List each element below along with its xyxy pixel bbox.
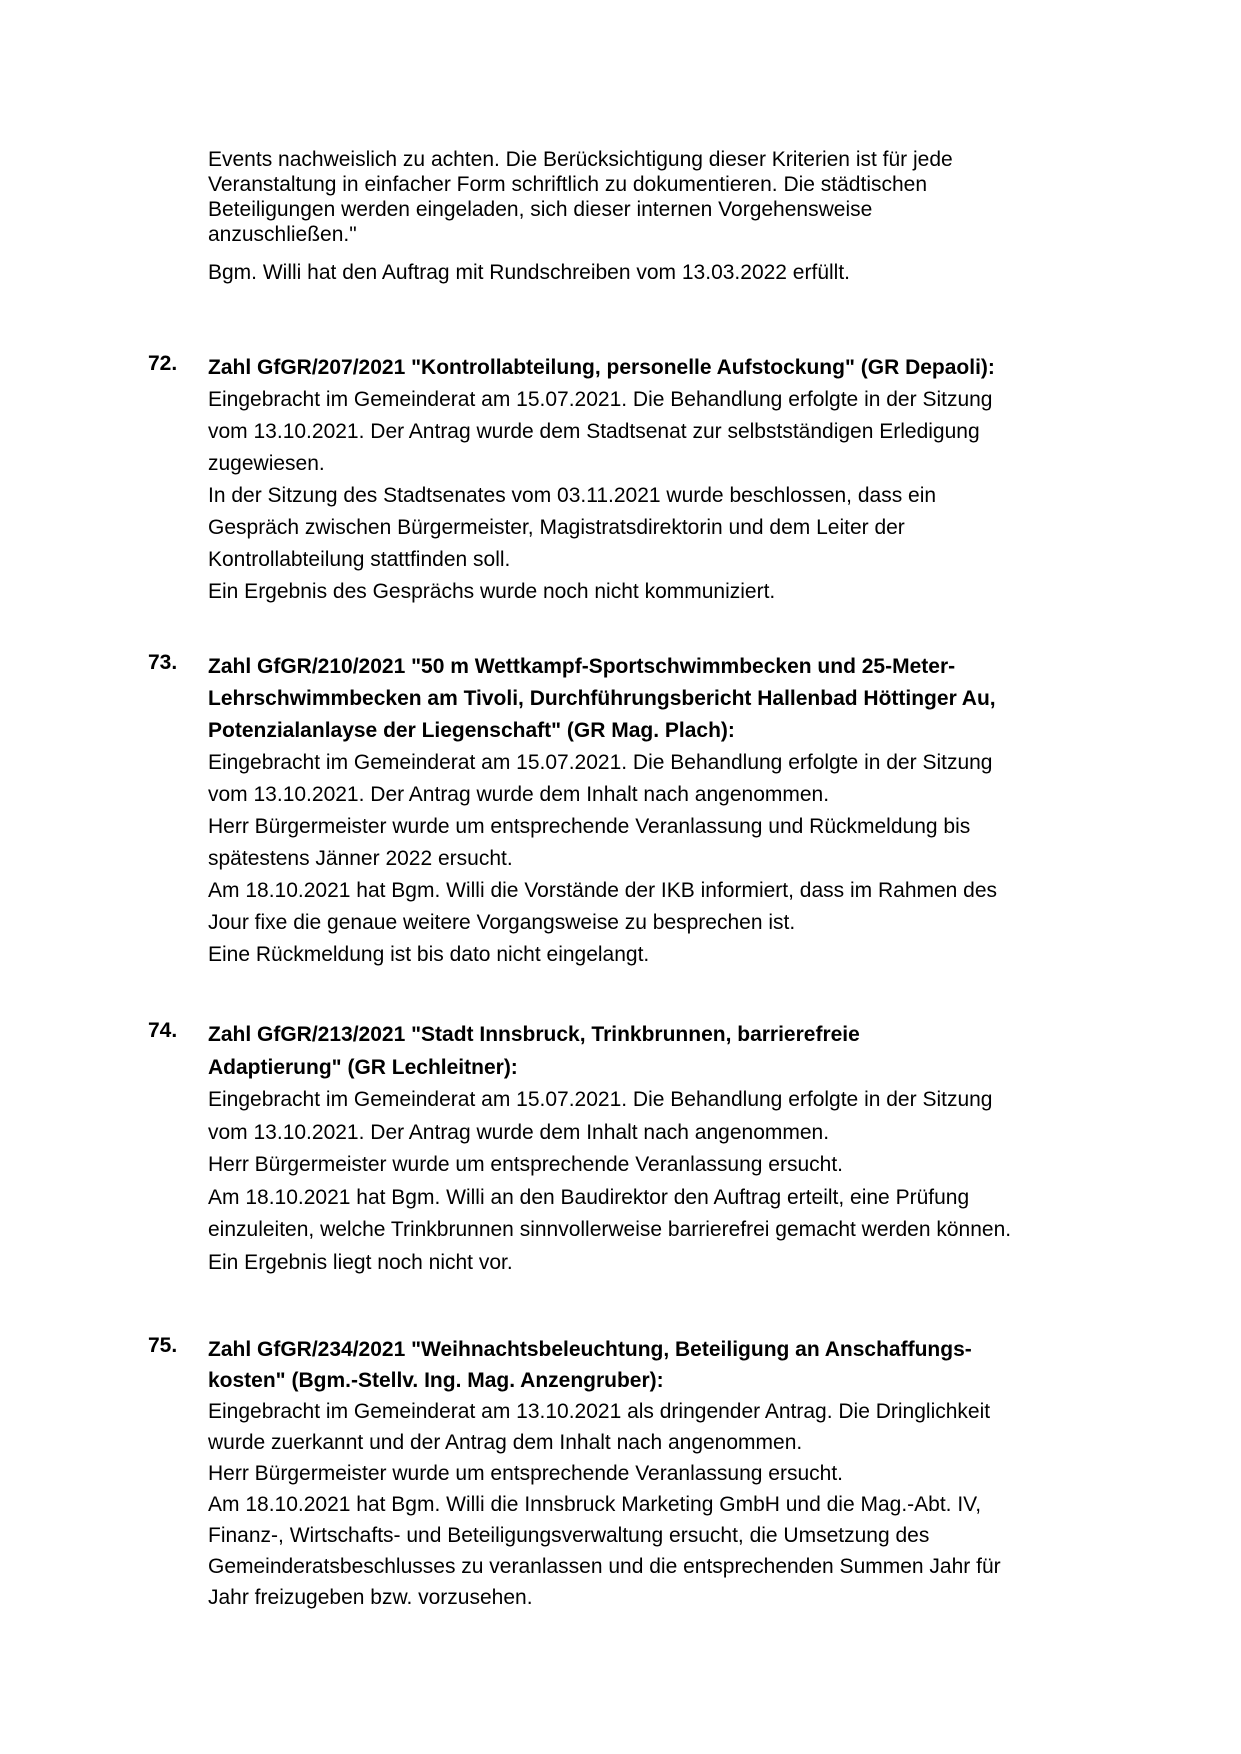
body-line: Ein Ergebnis liegt noch nicht vor. — [208, 1250, 513, 1274]
body-line: Jour fixe die genaue weitere Vorgangsweise zu besprechen ist. — [208, 911, 796, 934]
intro-line: Veranstaltung in einfacher Form schriftlich zu dokumentieren. Die städtischen — [208, 173, 928, 196]
item-heading — [208, 651, 1128, 747]
body-line: Herr Bürgermeister wurde um entsprechende Veranlassung ersucht. — [208, 1462, 843, 1485]
item-body — [208, 1084, 1128, 1279]
body-line: Jahr freizugeben bzw. vorzusehen. — [208, 1586, 533, 1609]
body-line: wurde zuerkannt und der Antrag dem Inhalt nach angenommen. — [208, 1431, 803, 1454]
item-body — [208, 747, 1128, 971]
body-line: Herr Bürgermeister wurde um entsprechende Veranlassung und Rückmeldung bis — [208, 815, 971, 838]
heading-line: kosten" (Bgm.-Stellv. Ing. Mag. Anzengruber): — [208, 1369, 664, 1392]
heading-line: Zahl GfGR/207/2021 "Kontrollabteilung, personelle Aufstockung" (GR Depaoli): — [208, 356, 995, 379]
heading-line: Lehrschwimmbecken am Tivoli, Durchführungsbericht Hallenbad Höttinger Au, — [208, 687, 996, 710]
item-number: 75. — [148, 1334, 178, 1357]
body-line: In der Sitzung des Stadtsenates vom 03.11.2021 wurde beschlossen, dass ein — [208, 484, 937, 507]
intro-line: anzuschließen." — [208, 223, 357, 246]
intro-continuation — [208, 147, 1108, 285]
body-line: Eingebracht im Gemeinderat am 15.07.2021. Die Behandlung erfolgte in der Sitzung — [208, 1088, 993, 1111]
body-line: spätestens Jänner 2022 ersucht. — [208, 847, 513, 870]
body-line: Eingebracht im Gemeinderat am 15.07.2021. Die Behandlung erfolgte in der Sitzung — [208, 388, 993, 411]
heading-line: Potenzialanlayse der Liegenschaft" (GR Mag. Plach): — [208, 719, 735, 742]
body-line: Am 18.10.2021 hat Bgm. Willi an den Baudirektor den Auftrag erteilt, eine Prüfung — [208, 1185, 970, 1209]
body-line: Kontrollabteilung stattfinden soll. — [208, 548, 511, 571]
intro-line: Events nachweislich zu achten. Die Berücksichtigung dieser Kriterien ist für jede — [208, 148, 953, 171]
body-line: vom 13.10.2021. Der Antrag wurde dem Inhalt nach angenommen. — [208, 1120, 830, 1144]
body-line: Finanz-, Wirtschafts- und Beteiligungsverwaltung ersucht, die Umsetzung des — [208, 1524, 930, 1547]
item-number: 73. — [148, 651, 178, 674]
body-line: Am 18.10.2021 hat Bgm. Willi die Innsbruck Marketing GmbH und die Mag.-Abt. IV, — [208, 1493, 982, 1516]
body-line: zugewiesen. — [208, 452, 325, 475]
item-heading — [208, 1334, 1128, 1396]
item-body — [208, 384, 1128, 608]
heading-line: Zahl GfGR/210/2021 "50 m Wettkampf-Sportschwimmbecken und 25-Meter- — [208, 655, 956, 678]
heading-line: Zahl GfGR/234/2021 "Weihnachtsbeleuchtung, Beteiligung an Anschaffungs- — [208, 1338, 972, 1361]
body-line: vom 13.10.2021. Der Antrag wurde dem Stadtsenat zur selbstständigen Erledigung — [208, 420, 980, 443]
body-line: Am 18.10.2021 hat Bgm. Willi die Vorstände der IKB informiert, dass im Rahmen des — [208, 879, 998, 902]
item-heading — [208, 1019, 1128, 1084]
item-number: 72. — [148, 352, 178, 375]
body-line: einzuleiten, welche Trinkbrunnen sinnvollerweise barrierefrei gemacht werden können. — [208, 1218, 1012, 1241]
item-body — [208, 1396, 1128, 1613]
heading-line: Adaptierung" (GR Lechleitner): — [208, 1055, 518, 1079]
intro-follow-up: Bgm. Willi hat den Auftrag mit Rundschreiben vom 13.03.2022 erfüllt. — [208, 261, 850, 284]
body-line: Ein Ergebnis des Gesprächs wurde noch nicht kommuniziert. — [208, 580, 776, 603]
body-line: Gemeinderatsbeschlusses zu veranlassen und die entsprechenden Summen Jahr für — [208, 1555, 1001, 1578]
item-number: 74. — [148, 1019, 178, 1042]
body-line: Eine Rückmeldung ist bis dato nicht eingelangt. — [208, 943, 650, 966]
intro-line: Beteiligungen werden eingeladen, sich dieser internen Vorgehensweise — [208, 198, 873, 221]
item-heading — [208, 352, 1128, 384]
body-line: Gespräch zwischen Bürgermeister, Magistratsdirektorin und dem Leiter der — [208, 516, 905, 539]
body-line: Herr Bürgermeister wurde um entsprechende Veranlassung ersucht. — [208, 1153, 843, 1176]
heading-line: Zahl GfGR/213/2021 "Stadt Innsbruck, Trinkbrunnen, barrierefreie — [208, 1023, 860, 1046]
body-line: Eingebracht im Gemeinderat am 15.07.2021. Die Behandlung erfolgte in der Sitzung — [208, 751, 993, 774]
body-line: vom 13.10.2021. Der Antrag wurde dem Inhalt nach angenommen. — [208, 783, 830, 806]
body-line: Eingebracht im Gemeinderat am 13.10.2021 als dringender Antrag. Die Dringlichkeit — [208, 1400, 991, 1423]
